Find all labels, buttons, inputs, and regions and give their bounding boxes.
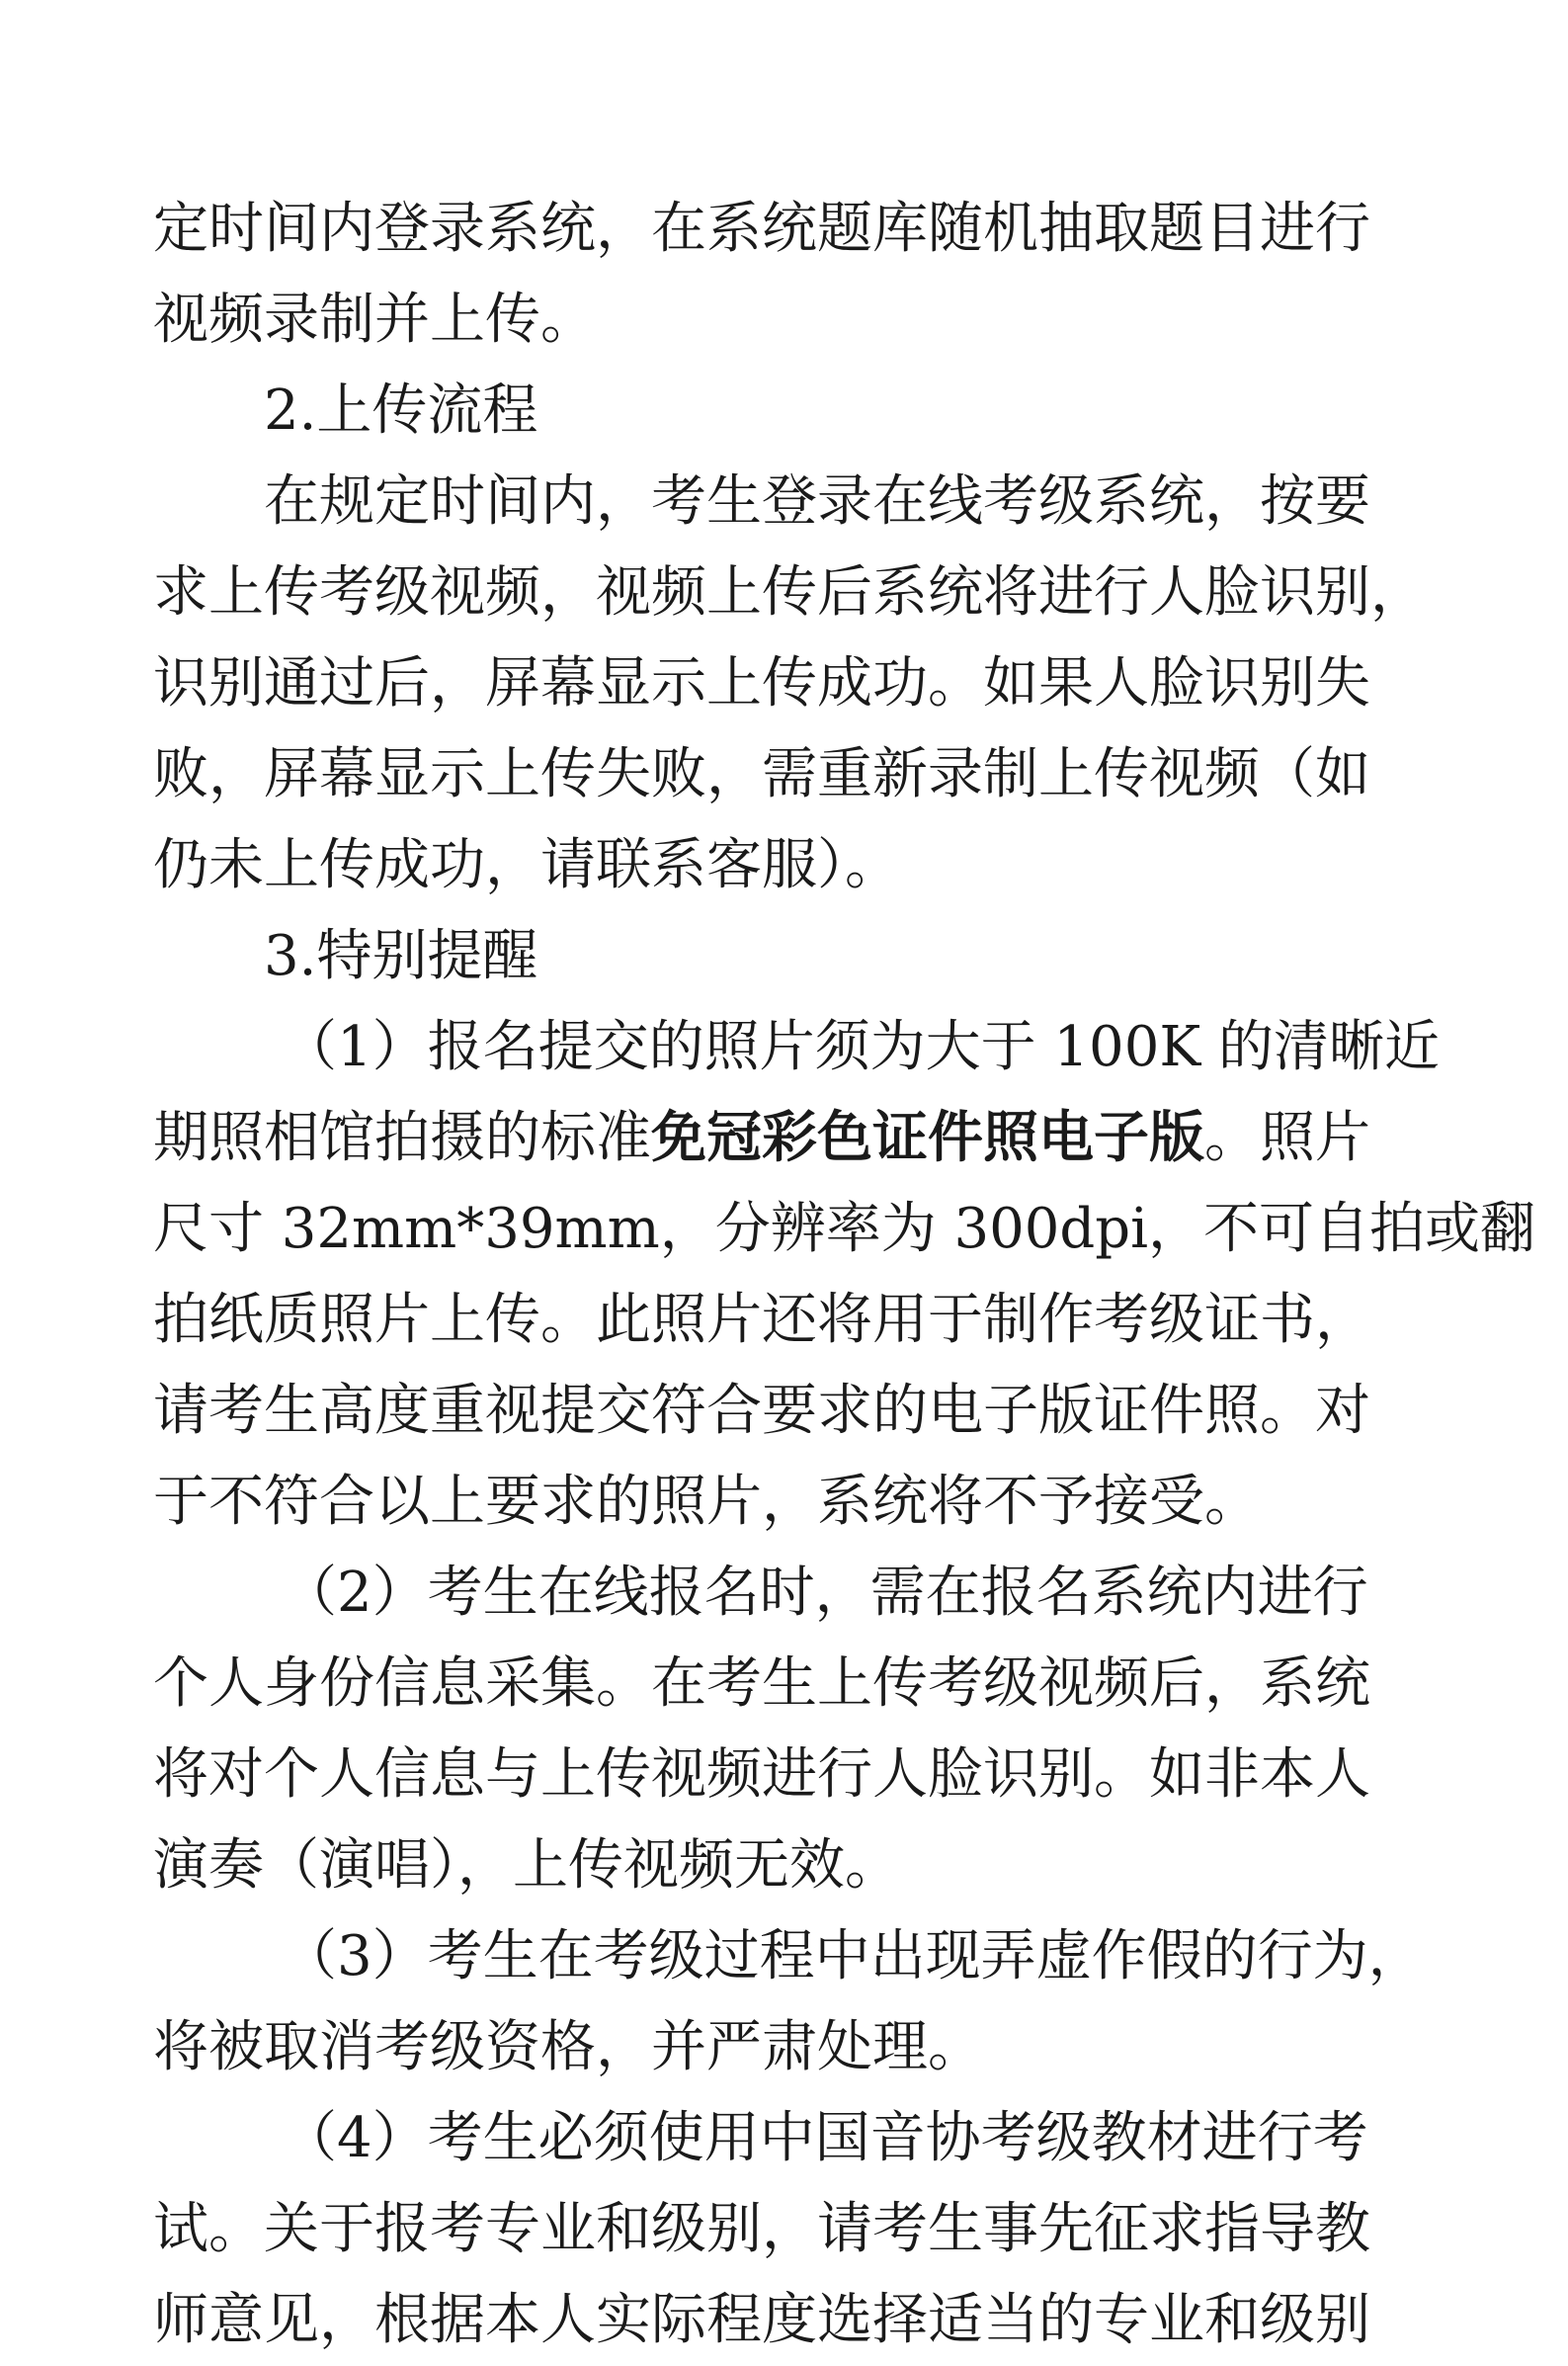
body-text-line: 识别通过后，屏幕显示上传成功。如果人脸识别失 bbox=[153, 651, 1370, 716]
body-text-line: 仍未上传成功，请联系客服）。 bbox=[153, 833, 900, 897]
body-text-line: （4）考生必须使用中国音协考级教材进行考 bbox=[282, 2106, 1368, 2170]
body-text-line: 试。关于报考专业和级别，请考生事先征求指导教 bbox=[153, 2197, 1370, 2261]
body-text-line: 定时间内登录系统，在系统题库随机抽取题目进行 bbox=[153, 197, 1370, 261]
body-text-line: 于不符合以上要求的照片，系统将不予接受。 bbox=[153, 1470, 1260, 1534]
body-text-line: 请考生高度重视提交符合要求的电子版证件照。对 bbox=[153, 1379, 1370, 1443]
text-run: 。照片 bbox=[1204, 1106, 1370, 1170]
emphasized-text: 免冠彩色证件照电子版 bbox=[651, 1106, 1204, 1170]
body-text-line: 尺寸 32mm*39mm，分辨率为 300dpi，不可自拍或翻 bbox=[153, 1197, 1536, 1261]
body-text-line bbox=[153, 1093, 1428, 1184]
document-page bbox=[153, 184, 1536, 2366]
text-run: 期照相馆拍摄的标准 bbox=[153, 1106, 651, 1170]
body-text-line: 将被取消考级资格，并严肃处理。 bbox=[153, 2015, 983, 2079]
body-text-line: 将对个人信息与上传视频进行人脸识别。如非本人 bbox=[153, 1742, 1370, 1807]
section-heading: 3.特别提醒 bbox=[264, 924, 538, 988]
body-text-line: （1）报名提交的照片须为大于 100K 的清晰近 bbox=[282, 1015, 1440, 1079]
body-text-line: 个人身份信息采集。在考生上传考级视频后，系统 bbox=[153, 1651, 1370, 1716]
body-text-line: 师意见，根据本人实际程度选择适当的专业和级别 bbox=[153, 2288, 1370, 2352]
body-text-line: 拍纸质照片上传。此照片还将用于制作考级证书， bbox=[153, 1288, 1370, 1352]
body-text-line: 演奏（演唱），上传视频无效。 bbox=[153, 1833, 900, 1898]
body-text-line: 视频录制并上传。 bbox=[153, 288, 596, 352]
section-heading: 2.上传流程 bbox=[264, 379, 538, 443]
body-text-line: （2）考生在线报名时，需在报名系统内进行 bbox=[282, 1561, 1368, 1625]
body-text-line: 在规定时间内，考生登录在线考级系统，按要 bbox=[264, 469, 1370, 534]
body-text-line: 求上传考级视频，视频上传后系统将进行人脸识别， bbox=[153, 560, 1426, 625]
body-text-line: （3）考生在考级过程中出现弄虚作假的行为， bbox=[282, 1924, 1424, 1988]
body-text-line: 败，屏幕显示上传失败，需重新录制上传视频（如 bbox=[153, 742, 1370, 806]
